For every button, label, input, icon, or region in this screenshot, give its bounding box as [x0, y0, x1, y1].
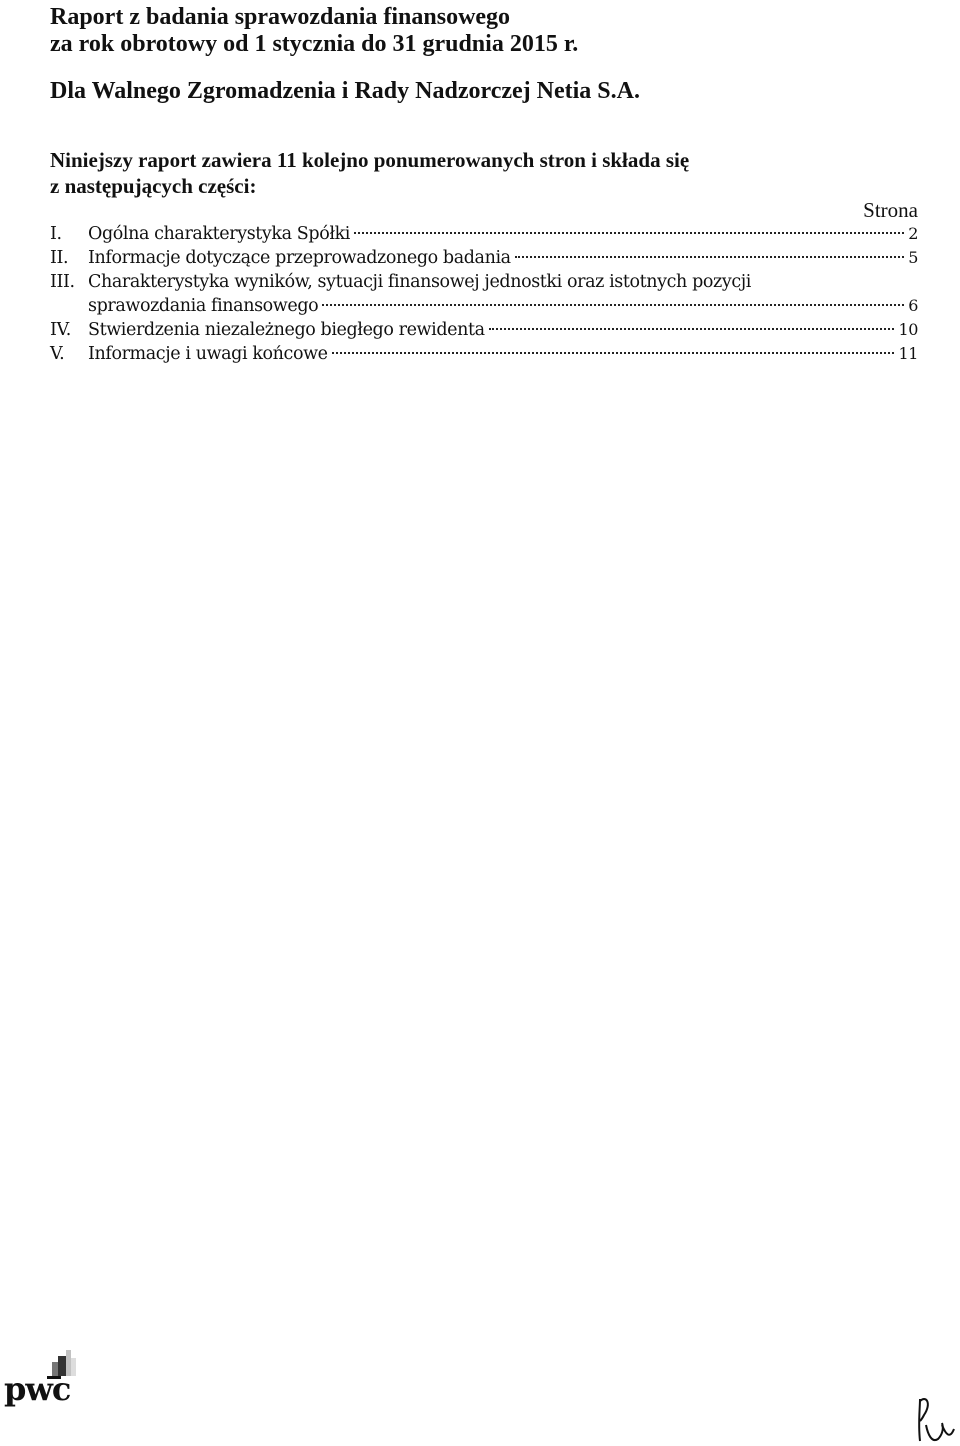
report-title	[50, 4, 578, 58]
toc-item-number: III.	[50, 272, 75, 292]
dot-leader	[515, 256, 905, 258]
intro-line-1: Niniejszy raport zawiera 11 kolejno ponumerowanych stron i składa się	[50, 148, 690, 172]
toc-item-page: 11	[898, 344, 918, 363]
toc-item-1	[50, 222, 918, 246]
report-title-line-2: za rok obrotowy od 1 stycznia do 31 grudnia 2015 r.	[50, 31, 579, 57]
toc-item-title: Ogólna charakterystyka Spółki	[88, 224, 351, 244]
toc-item-page: 2	[908, 224, 918, 243]
toc-item-2	[50, 246, 918, 270]
pwc-logo	[4, 1348, 94, 1410]
toc-item-page: 6	[908, 296, 918, 315]
intro-paragraph	[50, 147, 910, 199]
toc-item-number: I.	[50, 224, 62, 244]
toc-item-page: 5	[908, 248, 918, 267]
handwritten-initials-icon	[912, 1395, 958, 1445]
dot-leader	[489, 328, 895, 330]
toc-item-number: II.	[50, 248, 69, 268]
report-addressee: Dla Walnego Zgromadzenia i Rady Nadzorczej Netia S.A.	[50, 78, 640, 104]
toc-item-4	[50, 318, 918, 342]
toc-item-title: Informacje i uwagi końcowe	[88, 344, 328, 364]
toc-item-title: Informacje dotyczące przeprowadzonego badania	[88, 248, 511, 268]
dot-leader	[332, 352, 895, 354]
toc-item-title-line-1: Charakterystyka wyników, sytuacji finansowej jednostki oraz istotnych pozycji	[88, 272, 751, 292]
toc-item-page: 10	[898, 320, 918, 339]
intro-line-2: z następujących części:	[50, 174, 257, 198]
toc-item-number: V.	[50, 344, 65, 364]
toc-item-title: Stwierdzenia niezależnego biegłego rewidenta	[88, 320, 485, 340]
dot-leader	[354, 232, 904, 234]
toc-item-3	[50, 270, 918, 318]
toc-item-title-line-2: sprawozdania finansowego	[88, 296, 319, 316]
dot-leader	[322, 304, 904, 306]
table-of-contents	[50, 222, 918, 366]
toc-page-header: Strona	[863, 198, 918, 222]
toc-item-number: IV.	[50, 320, 71, 340]
report-title-line-1: Raport z badania sprawozdania finansowego	[50, 4, 511, 30]
toc-item-5	[50, 342, 918, 366]
pwc-logo-text: pwc	[4, 1370, 71, 1408]
